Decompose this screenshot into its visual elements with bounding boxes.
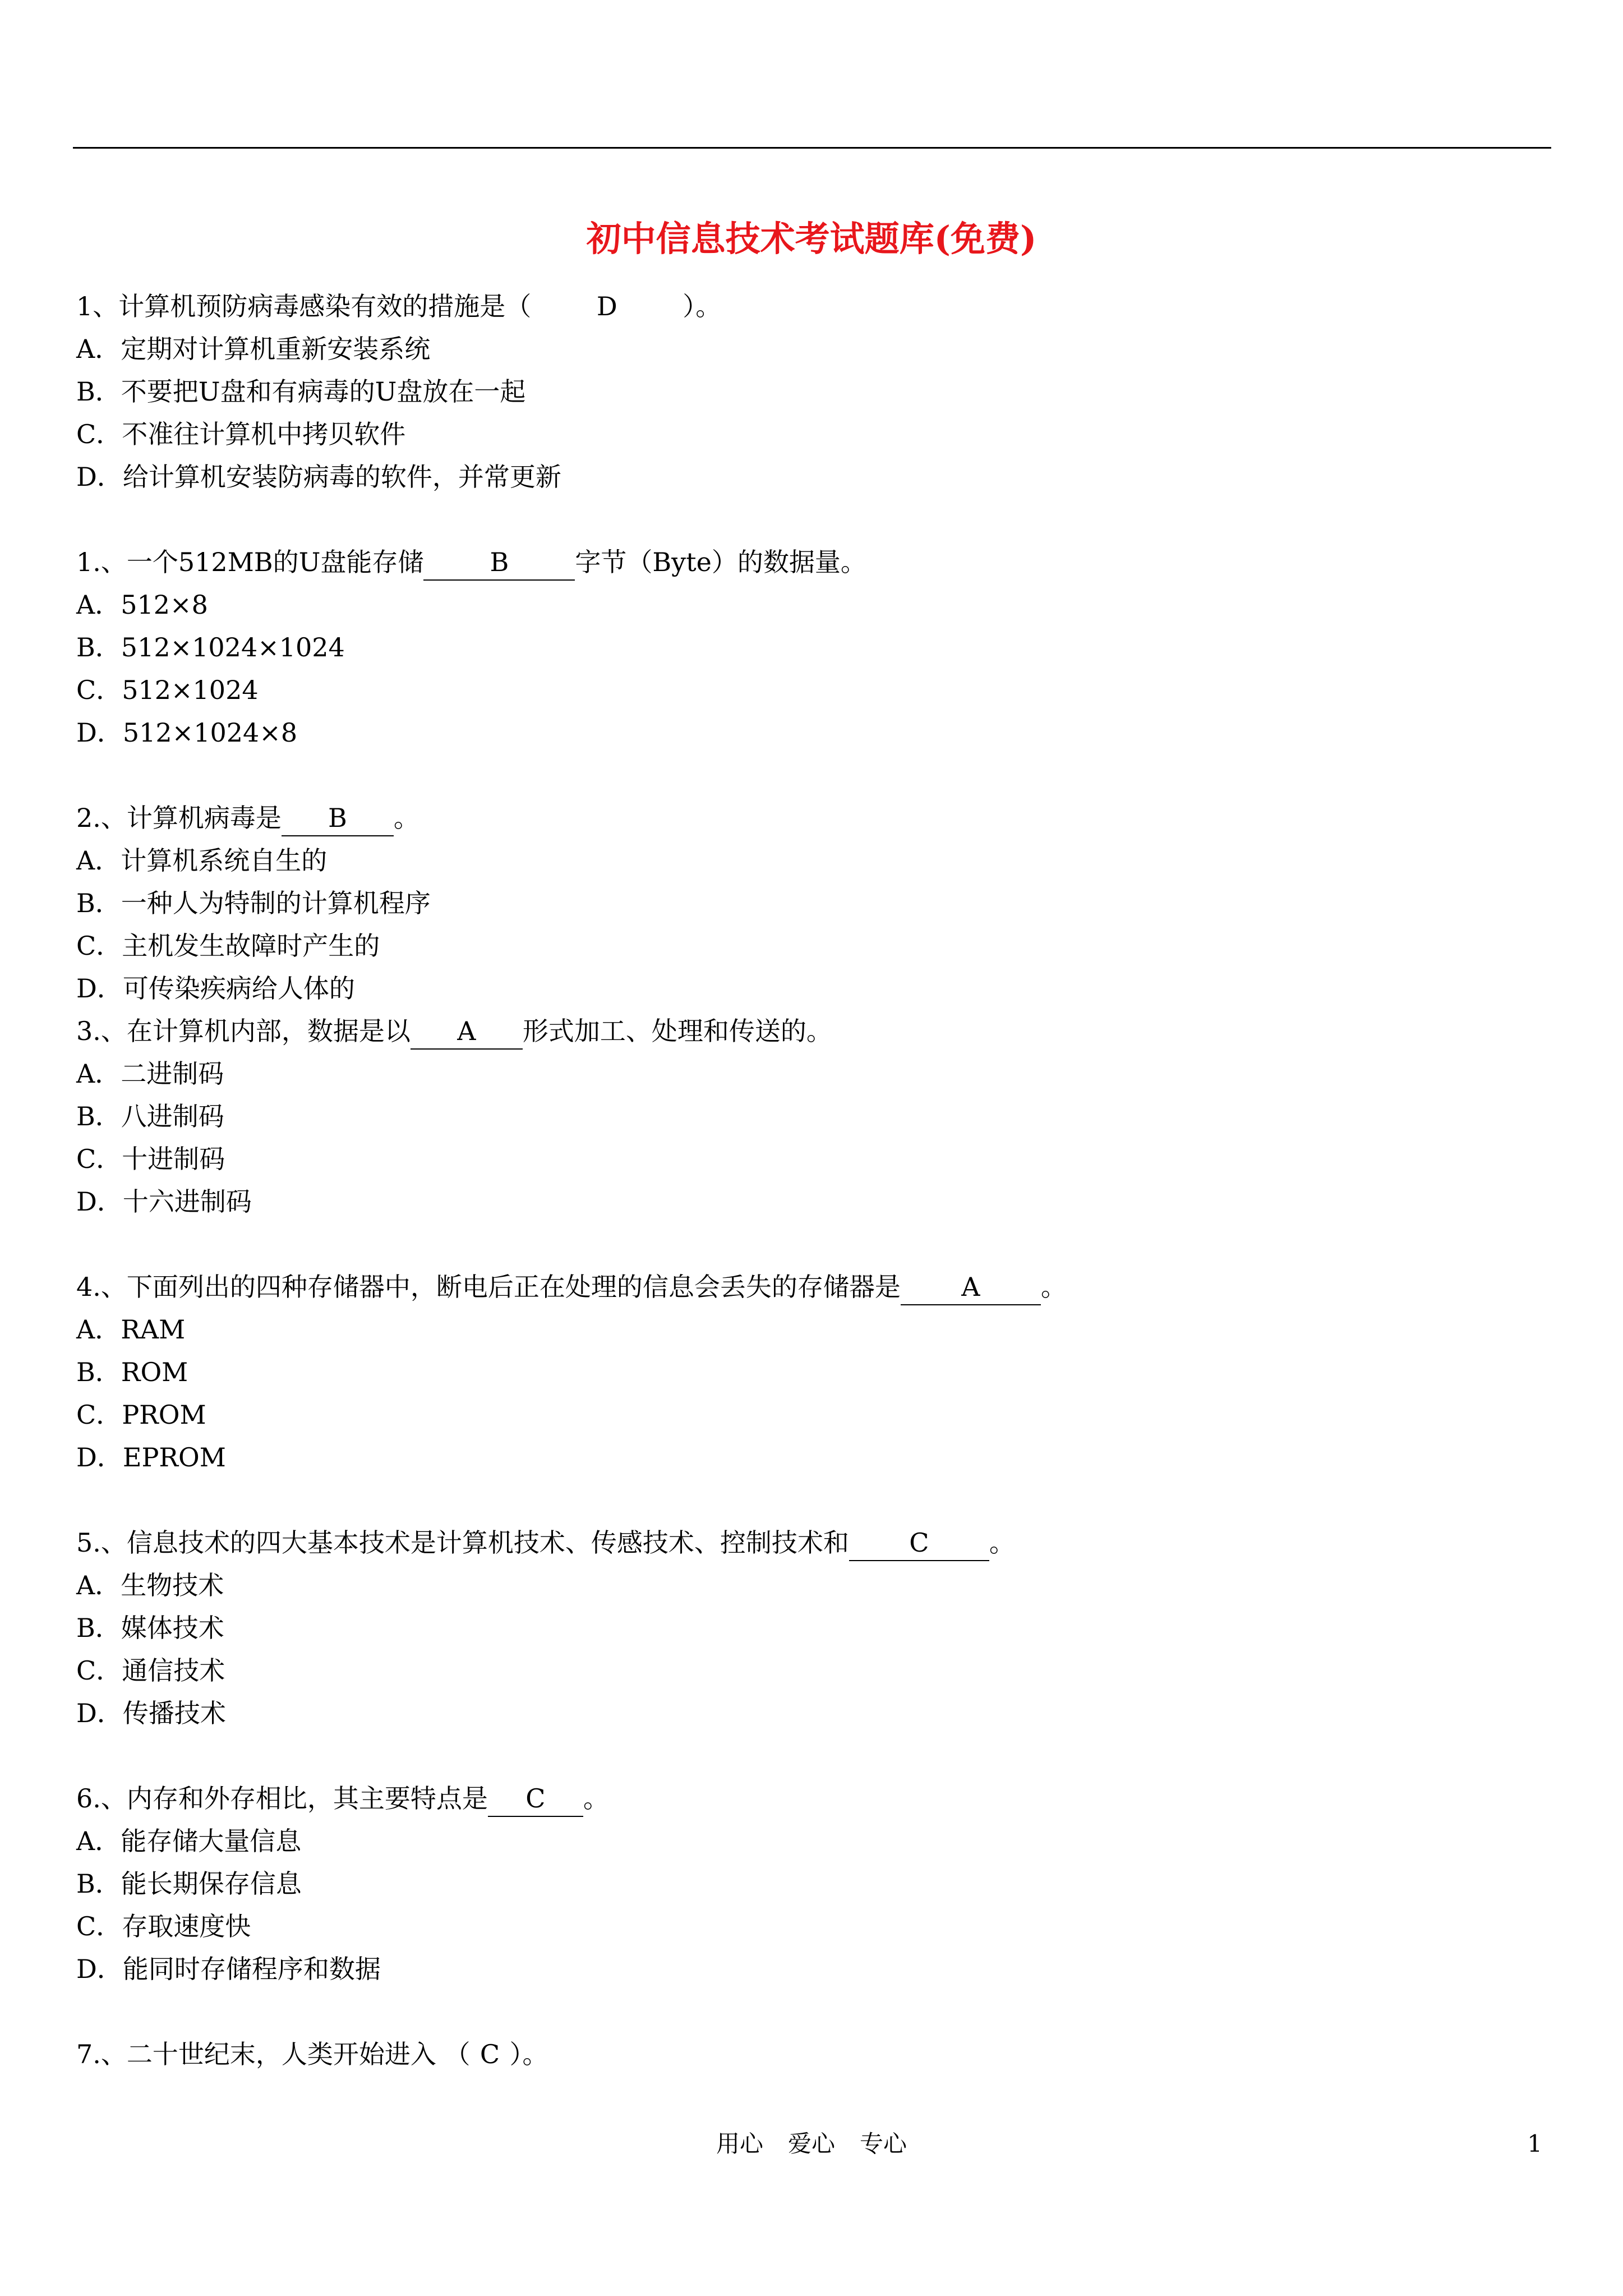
question-text-end: 。 bbox=[583, 1783, 609, 1814]
option-b: B．ROM bbox=[76, 1357, 188, 1387]
spacer bbox=[76, 754, 1557, 797]
footer-word: 用心 bbox=[716, 2130, 763, 2157]
option-b: B．不要把U盘和有病毒的U盘放在一起 bbox=[76, 376, 526, 407]
question-text-end: 。 bbox=[1040, 1272, 1067, 1302]
option-a: A．计算机系统自生的 bbox=[76, 845, 328, 876]
question-item bbox=[76, 797, 1557, 1010]
footer-motto bbox=[0, 2127, 1623, 2161]
question-stem bbox=[76, 541, 1557, 583]
answer-blank: B bbox=[282, 800, 394, 836]
question-text-end: 。 bbox=[393, 803, 419, 833]
question-item bbox=[76, 2033, 1557, 2076]
question-text-end: 。 bbox=[989, 1527, 1015, 1558]
question-item bbox=[76, 541, 1557, 754]
question-stem bbox=[76, 1266, 1557, 1308]
option-a: A．RAM bbox=[76, 1314, 186, 1345]
question-text-end: 形式加工、处理和传送的。 bbox=[522, 1016, 832, 1046]
spacer bbox=[76, 1479, 1557, 1521]
option-a: A．生物技术 bbox=[76, 1570, 224, 1600]
option-d: D．EPROM bbox=[76, 1442, 226, 1473]
question-item bbox=[76, 1521, 1557, 1734]
question-item bbox=[76, 285, 1557, 498]
option-c: C．通信技术 bbox=[76, 1655, 225, 1686]
question-item bbox=[76, 1010, 1557, 1223]
option-d: D．可传染疾病给人体的 bbox=[76, 973, 355, 1004]
option-c: C．512×1024 bbox=[76, 675, 259, 705]
question-text-end: 字节（Byte）的数据量。 bbox=[575, 547, 866, 577]
question-text: 7.、二十世纪末，人类开始进入 （ bbox=[76, 2039, 471, 2069]
option-d: D．给计算机安装防病毒的软件，并常更新 bbox=[76, 462, 561, 492]
option-c: C．十进制码 bbox=[76, 1144, 225, 1174]
option-a: A．能存储大量信息 bbox=[76, 1826, 302, 1856]
option-b: B．512×1024×1024 bbox=[76, 632, 345, 662]
question-text: 1、计算机预防病毒感染有效的措施是（ bbox=[76, 291, 532, 321]
spacer bbox=[76, 498, 1557, 541]
option-b: B．能长期保存信息 bbox=[76, 1869, 302, 1899]
answer-blank: B bbox=[423, 545, 575, 581]
header-rule bbox=[73, 147, 1551, 149]
option-b: B．八进制码 bbox=[76, 1101, 224, 1131]
page-title: 初中信息技术考试题库(免费) bbox=[586, 218, 1037, 259]
question-stem bbox=[76, 285, 1557, 328]
footer-word: 爱心 bbox=[787, 2130, 835, 2157]
option-d: D．能同时存储程序和数据 bbox=[76, 1954, 381, 1984]
question-text: 4.、下面列出的四种存储器中，断电后正在处理的信息会丢失的存储器是 bbox=[76, 1272, 901, 1302]
option-c: C．不准往计算机中拷贝软件 bbox=[76, 419, 406, 449]
question-item bbox=[76, 1777, 1557, 1990]
option-d: D．传播技术 bbox=[76, 1698, 226, 1728]
question-list bbox=[76, 285, 1557, 2076]
option-c: C．PROM bbox=[76, 1400, 206, 1430]
answer-blank: A bbox=[901, 1269, 1041, 1305]
question-item bbox=[76, 1266, 1557, 1479]
option-a: A．定期对计算机重新安装系统 bbox=[76, 334, 431, 364]
footer-word: 专心 bbox=[860, 2130, 907, 2157]
question-text: 5.、信息技术的四大基本技术是计算机技术、传感技术、控制技术和 bbox=[76, 1527, 849, 1558]
option-b: B．媒体技术 bbox=[76, 1613, 224, 1643]
question-stem bbox=[76, 2033, 1557, 2076]
spacer bbox=[76, 1223, 1557, 1266]
option-a: A．二进制码 bbox=[76, 1059, 224, 1089]
option-c: C．主机发生故障时产生的 bbox=[76, 931, 380, 961]
spacer bbox=[76, 1990, 1557, 2033]
question-stem bbox=[76, 1777, 1557, 1820]
question-text: 3.、在计算机内部，数据是以 bbox=[76, 1016, 411, 1046]
answer-letter: D bbox=[596, 291, 617, 321]
question-stem bbox=[76, 1521, 1557, 1564]
answer-letter: C bbox=[479, 2039, 500, 2069]
question-text-end: ）。 bbox=[509, 2039, 548, 2069]
option-c: C．存取速度快 bbox=[76, 1911, 251, 1941]
option-d: D．512×1024×8 bbox=[76, 717, 298, 748]
answer-blank: C bbox=[488, 1781, 583, 1817]
question-text-end: ）。 bbox=[683, 291, 722, 321]
question-text: 1.、一个512MB的U盘能存储 bbox=[76, 547, 424, 577]
option-d: D．十六进制码 bbox=[76, 1186, 252, 1217]
answer-blank: A bbox=[411, 1014, 523, 1050]
question-stem bbox=[76, 1010, 1557, 1052]
option-b: B．一种人为特制的计算机程序 bbox=[76, 888, 431, 918]
question-text: 6.、内存和外存相比，其主要特点是 bbox=[76, 1783, 488, 1814]
question-text: 2.、计算机病毒是 bbox=[76, 803, 282, 833]
question-stem bbox=[76, 797, 1557, 839]
spacer bbox=[76, 1734, 1557, 1777]
option-a: A．512×8 bbox=[76, 590, 208, 620]
page-number: 1 bbox=[1527, 2130, 1542, 2157]
answer-blank: C bbox=[849, 1525, 989, 1561]
